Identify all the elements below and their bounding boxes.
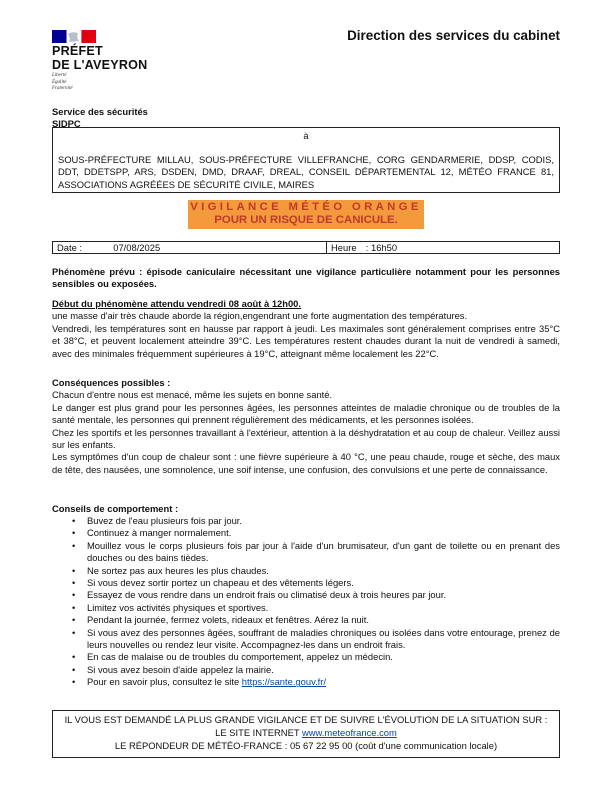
conseil-text: Ne sortez pas aux heures les plus chaudes. — [87, 564, 269, 576]
conseil-link-prefix: Pour en savoir plus, consultez le site — [87, 676, 242, 688]
date-label: Date : — [57, 242, 83, 253]
conseil-text: Si vous avez des personnes âgées, souffrant de maladies chroniques ou isolées dans votre entourage, prenez de leurs nouvelles ou rendez leur visite. Accompagnez-les dans un endroit frais. — [87, 626, 560, 651]
conseil-text: En cas de malaise ou de troubles du comportement, appelez un médecin. — [87, 651, 393, 663]
conseil-item — [62, 515, 560, 527]
footer-line2 — [53, 727, 559, 740]
debut-section — [52, 298, 560, 360]
conseil-text: Pendant la journée, fermez volets, rideaux et fenêtres. Aérez la nuit. — [87, 614, 369, 626]
date-cell — [53, 242, 327, 253]
prefet-logo-text — [52, 44, 147, 72]
bullet-icon: • — [72, 589, 76, 601]
bullet-icon: • — [72, 676, 76, 688]
conseil-text: Buvez de l'eau plusieurs fois par jour. — [87, 515, 243, 526]
recipients-box — [52, 127, 560, 193]
sante-gouv-link[interactable]: https://sante.gouv.fr/ — [241, 676, 327, 688]
motto-liberte: Liberté — [52, 73, 67, 78]
conseil-item-link — [62, 676, 560, 688]
conseils-list — [62, 515, 560, 689]
heure-cell — [327, 242, 559, 253]
meteofrance-link[interactable]: www.meteofrance.com — [302, 726, 397, 738]
bullet-icon: • — [72, 614, 76, 626]
conseil-item — [62, 527, 560, 539]
conseil-item — [62, 627, 560, 652]
conseil-item — [62, 589, 560, 601]
footer-line1: IL VOUS EST DEMANDÉ LA PLUS GRANDE VIGILANCE ET DE SUIVRE L'ÉVOLUTION DE LA SITUATION SUR : — [64, 714, 548, 725]
conseil-item — [62, 602, 560, 614]
conseils-title: Conseils de comportement : — [52, 503, 179, 514]
marianne-logo-icon — [52, 30, 96, 43]
footer-line3: LE RÉPONDEUR DE MÉTÉO-FRANCE : 05 67 22 95 00 (coût d'une communication locale) — [114, 739, 498, 751]
conseil-item — [62, 577, 560, 589]
conseil-text: Mouillez vous le corps plusieurs fois par jour à l'aide d'un brumisateur, d'un gant de toilette ou en prenant des douches ou des bains tièdes. — [87, 539, 560, 564]
conseil-item — [62, 664, 560, 676]
conseil-item — [62, 565, 560, 577]
consequences-p1: Chacun d'entre nous est menacé, même les sujets en bonne santé. — [52, 389, 333, 401]
consequences-p3: Chez les sportifs et les personnes travaillant à l'extérieur, attention à la déshydratation et au coup de chaleur. Veillez aussi sur les enfants. — [52, 426, 560, 451]
conseil-text: Continuez à manger normalement. — [87, 527, 232, 539]
debut-para: Vendredi, les températures sont en hausse par rapport à jeudi. Les maximales sont généralement comprises entre 35°C et 38°C, et peuvent localement atteindre 39°C. Les températures restent chaudes durant la nuit de vendredi à samedi, avec des minimales fréquemment supérieures à 19°C, atteignant même localement les 22°C. — [52, 322, 560, 359]
heure-value: : 16h50 — [365, 242, 398, 253]
bullet-icon: • — [72, 651, 76, 663]
motto-fraternite: Fraternité — [52, 86, 73, 91]
bullet-icon: • — [72, 527, 76, 539]
consequences-p4: Les symptômes d'un coup de chaleur sont : une fièvre supérieure à 40 °C, une peau chaude, rouge et sèche, des maux de tête, des nausées, une somnolence, une soif intense, une confusion, des convulsions et une perte de connaissance. — [52, 451, 560, 475]
conseil-item — [62, 651, 560, 663]
conseil-item — [62, 614, 560, 626]
banner-title: VIGILANCE MÉTÉO ORANGE — [190, 201, 422, 213]
consequences-title: Conséquences possibles : — [52, 377, 171, 388]
bullet-icon: • — [72, 663, 76, 675]
logo-line2: DE L'AVEYRON — [52, 58, 148, 72]
footer-site-prefix: LE SITE INTERNET — [215, 726, 302, 738]
service-code: SIDPC — [52, 118, 81, 129]
conseil-text: Si vous avez besoin d'aide appelez la mairie. — [87, 663, 274, 675]
heure-label: Heure — [331, 242, 357, 253]
date-value: 07/08/2025 — [113, 242, 161, 253]
conseil-item — [62, 540, 560, 565]
debut-line1: une masse d'air très chaude aborde la région,engendrant une forte augmentation des températures. — [52, 310, 468, 322]
bullet-icon: • — [72, 564, 76, 576]
service-name: Service des sécurités — [52, 106, 148, 117]
logo-line1: PRÉFET — [52, 44, 103, 58]
conseil-text: Essayez de vous rendre dans un endroit frais ou climatisé deux à trois heures par jour. — [87, 589, 447, 601]
debut-title: Début du phénomène attendu vendredi 08 août à 12h00. — [52, 298, 302, 309]
recipients-list: SOUS-PRÉFECTURE MILLAU, SOUS-PRÉFECTURE VILLEFRANCHE, CORG GENDARMERIE, DDSP, CODIS, DDT, DDETSPP, ARS, DSDEN, DMD, DRAAF, DREAL, CONSEIL DÉPARTEMENTAL 12, MÉTÉO FRANCE 81, ASSOCIATIONS AGRÉÉES DE SÉCURITÉ CIVILE, MAIRES — [58, 154, 554, 190]
bullet-icon: • — [72, 601, 76, 613]
banner-subtitle: POUR UN RISQUE DE CANICULE. — [214, 214, 398, 226]
motto-egalite: Égalité — [52, 79, 67, 85]
date-row — [52, 241, 560, 254]
consequences-section — [52, 377, 560, 476]
direction-title: Direction des services du cabinet — [347, 28, 560, 43]
recipients-to: à — [303, 130, 309, 141]
conseil-text: Limitez vos activités physiques et sportives. — [87, 601, 269, 613]
bullet-icon: • — [72, 577, 76, 589]
bullet-icon: • — [72, 626, 76, 638]
footer-box — [52, 710, 560, 758]
conseil-text: Si vous devez sortir portez un chapeau et des vêtements légers. — [87, 577, 354, 589]
consequences-p2: Le danger est plus grand pour les personnes âgées, les personnes atteintes de maladie chronique ou de troubles de la santé mentale, les personnes qui prennent régulièrement des médicaments, et les personnes isolées. — [52, 401, 560, 426]
motto — [52, 73, 73, 93]
bullet-icon: • — [72, 515, 76, 526]
bullet-icon: • — [72, 539, 76, 551]
vigilance-banner — [188, 200, 424, 229]
phenomene-text: Phénomène prévu : épisode caniculaire nécessitant une vigilance particulière notamment pour les personnes sensibles ou exposées. — [52, 266, 560, 290]
